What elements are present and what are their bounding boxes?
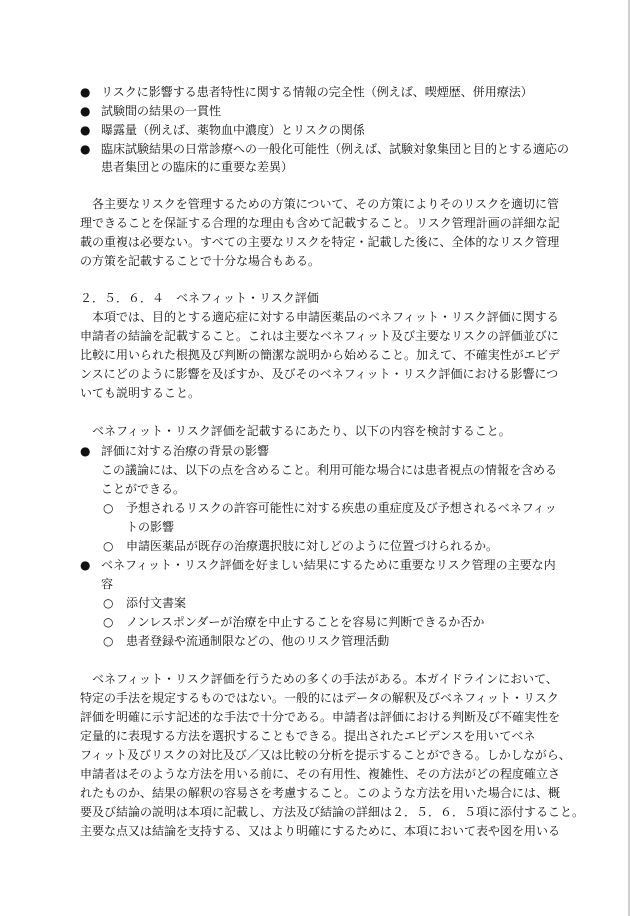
- paragraph-line: 主要な点又は結論を支持する、又はより明確にするために、本項において表や図を用いる: [80, 824, 561, 838]
- paragraph-line: ベネフィット・リスク評価を記載するにあたり、以下の内容を検討すること。: [92, 424, 511, 438]
- sub-bullet-text: ノンレスポンダーが治療を中止することを容易に判断できるか否か: [126, 615, 485, 629]
- paragraph-line: 評価を明確に示す記述的な手法で十分である。申請者は評価における判断及び不確実性を: [80, 710, 561, 724]
- sub-bullet-text: 添付文書案: [126, 596, 187, 610]
- sub-bullet-text: トの影響: [126, 520, 175, 534]
- sub-bullet-marker: ○: [103, 501, 114, 515]
- bullet-marker: ●: [80, 444, 91, 458]
- sub-bullet-text: 予想されるリスクの許容可能性に対する疾患の重症度及び予想されるベネフィッ: [126, 501, 557, 515]
- paragraph-line: 各主要なリスクを管理するための方策について、その方策によりそのリスクを適切に管: [92, 197, 560, 211]
- bullet-marker: ●: [80, 104, 91, 118]
- bullet-text: ことができる。: [101, 482, 186, 496]
- sub-bullet-marker: ○: [103, 596, 114, 610]
- paragraph-line: 特定の手法を規定するものではない。一般的にはデータの解釈及びベネフィット・リスク: [80, 691, 559, 705]
- paragraph-line: 理できることを保証する合理的な理由も含めて記載すること。リスク管理計画の詳細な記: [80, 216, 560, 230]
- paragraph-line: 定量的に表現する方法を選択することもできる。提出されたエビデンスを用いてベネ: [80, 729, 536, 743]
- bullet-marker: ●: [80, 85, 91, 99]
- bullet-text: 患者集団との臨床的に重要な差異）: [101, 160, 294, 174]
- section-heading: ２．５．６．４ ベネフィット・リスク評価: [80, 291, 319, 305]
- sub-bullet-marker: ○: [103, 539, 114, 553]
- paragraph-line: ベネフィット・リスク評価を行うための多くの手法がある。本ガイドラインにおいて、: [92, 672, 558, 686]
- bullet-text: 臨床試験結果の日常診療への一般化可能性（例えば、試験対象集団と目的とする適応の: [101, 142, 570, 156]
- paragraph-line: 本項では、目的とする適応症に対する申請医薬品のベネフィット・リスク評価に関する: [92, 310, 559, 324]
- paragraph-line: の方策を記載することで十分な場合もある。: [80, 254, 321, 268]
- paragraph-line: 申請者はそのような方法を用いる前に、その有用性、複雑性、その方法がどの程度確立さ: [80, 767, 561, 781]
- paragraph-line: れたものか、結果の解釈の容易さを考慮すること。このような方法を用いた場合には、概: [80, 786, 561, 800]
- sub-bullet-marker: ○: [103, 634, 114, 648]
- paragraph-line: 比較に用いられた根拠及び判断の簡潔な説明から始めること。加えて、不確実性がエビデ: [80, 348, 560, 362]
- paragraph-line: ンスにどのように影響を及ぼすか、及びそのベネフィット・リスク評価における影響につ: [80, 367, 559, 381]
- sub-bullet-text: 患者登録や流通制限などの、他のリスク管理活動: [126, 634, 390, 648]
- bullet-marker: ●: [80, 123, 91, 137]
- bullet-marker: ●: [80, 142, 91, 156]
- paragraph-line: フィット及びリスクの対比及び／又は比較の分析を提示することができる。しかしながら、: [80, 748, 571, 762]
- paragraph-line: いても説明すること。: [80, 386, 201, 400]
- bullet-text: この議論には、以下の点を含めること。利用可能な場合には患者視点の情報を含める: [101, 463, 558, 477]
- bullet-text: ベネフィット・リスク評価を好ましい結果にするために重要なリスク管理の主要な内: [101, 558, 556, 572]
- bullet-text: 容: [101, 577, 114, 591]
- paragraph-line: 載の重複は必要ない。すべての主要なリスクを特定・記載した後に、全体的なリスク管理: [80, 235, 560, 249]
- sub-bullet-marker: ○: [103, 615, 114, 629]
- bullet-text: リスクに影響する患者特性に関する情報の完全性（例えば、喫煙歴、併用療法）: [101, 85, 533, 99]
- bullet-marker: ●: [80, 558, 91, 572]
- paragraph-line: 申請者の結論を記載すること。これは主要なベネフィット及び主要なリスクの評価並びに: [80, 329, 559, 343]
- bullet-text: 試験間の結果の一貫性: [101, 104, 222, 118]
- bullet-text: 評価に対する治療の背景の影響: [101, 444, 270, 458]
- bullet-text: 曝露量（例えば、薬物血中濃度）とリスクの関係: [101, 123, 365, 137]
- sub-bullet-text: 申請医薬品が既存の治療選択肢に対しどのように位置づけられるか。: [126, 539, 499, 553]
- paragraph-line: 要及び結論の説明は本項に記載し、方法及び結論の詳細は２．５．６．５項に添付すること。: [80, 805, 585, 819]
